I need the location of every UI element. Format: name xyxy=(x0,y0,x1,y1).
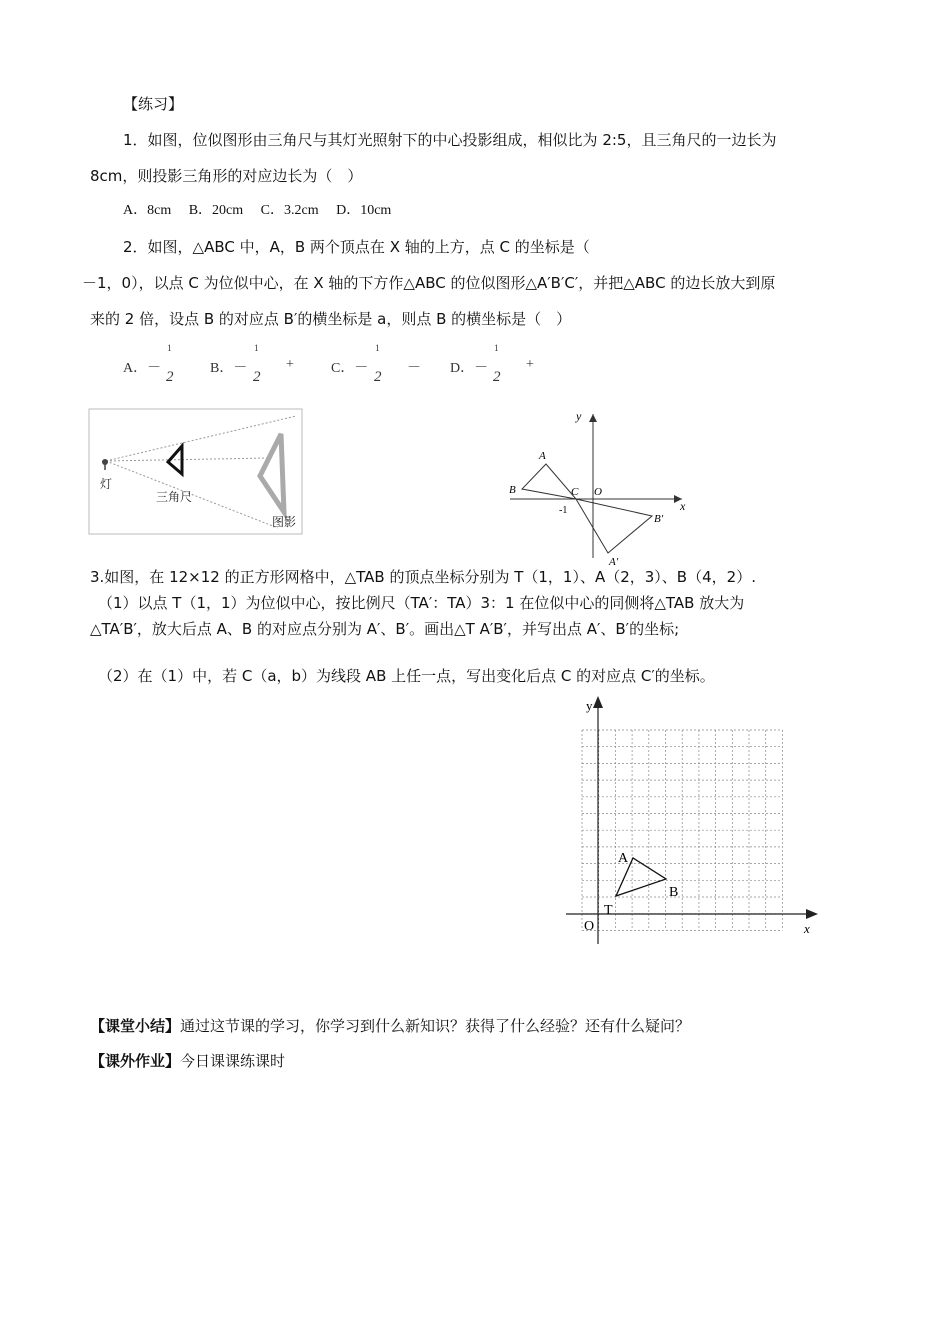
q2-line1: 2．如图，△ABC 中，A，B 两个顶点在 X 轴的上方，点 C 的坐标是（ xyxy=(123,238,590,256)
summary-label: 【课堂小结】 xyxy=(90,1017,181,1035)
label-c: C xyxy=(571,486,579,498)
grid-x-axis-arrow xyxy=(806,909,818,919)
q2-option-b-den: 2 xyxy=(253,369,261,385)
figure3-x-label: x xyxy=(804,921,810,936)
grid-label-a: A xyxy=(618,851,629,866)
q2-option-a xyxy=(123,343,174,385)
label-o: O xyxy=(594,486,602,498)
figure-projection xyxy=(88,408,304,536)
triangle-abc-prime xyxy=(576,499,652,553)
figure-grid xyxy=(560,690,830,950)
label-a: A xyxy=(539,450,546,462)
grid-label-t: T xyxy=(604,903,613,918)
label-b: B xyxy=(509,484,516,496)
grid-label-b: B xyxy=(669,885,679,900)
figure-projection-frame xyxy=(89,409,302,534)
triangle-abc xyxy=(522,464,576,499)
y-axis-arrow xyxy=(589,414,597,422)
q2-option-d-op: + xyxy=(526,357,534,372)
grid-y-axis-arrow xyxy=(593,696,603,708)
homework-text: 今日课课练课时 xyxy=(180,1052,286,1070)
q3-line3: △TA′B′，放大后点 A、B 的对应点分别为 A′、B′。画出△T A′B′，并写出点 A′、B′的坐标; xyxy=(90,620,680,638)
q3-line1: 3.如图，在 12×12 的正方形网格中，△TAB 的顶点坐标分别为 T（1，1）、A（2，3）、B（4，2）. xyxy=(90,568,756,586)
q2-option-c-num: 1 xyxy=(375,343,380,353)
q2-line2: －1，0），以点 C 为位似中心，在 X 轴的下方作△ABC 的位似图形△A′B′C′，并把△ABC 的边长放大到原 xyxy=(82,274,776,292)
homework xyxy=(90,1051,285,1071)
practice-heading: 【练习】 xyxy=(123,95,184,113)
q1-line1: 1．如图，位似图形由三角尺与其灯光照射下的中心投影组成，相似比为 2:5，且三角尺的一边长为 xyxy=(123,131,777,149)
q2-option-a-label: A．－ xyxy=(123,361,162,376)
lamp-label: 灯 xyxy=(100,477,113,491)
label-minus1: -1 xyxy=(559,505,568,516)
summary-text: 通过这节课的学习，你学习到什么新知识？获得了什么经验？还有什么疑问？ xyxy=(180,1017,691,1035)
q2-line3: 来的 2 倍，设点 B 的对应点 B′的横坐标是 a，则点 B 的横坐标是（ ） xyxy=(90,310,572,328)
q2-option-a-num: 1 xyxy=(167,343,172,353)
figure2-x-label: x xyxy=(680,499,686,513)
q2-option-b-num: 1 xyxy=(254,343,259,353)
ruler-label: 三角尺 xyxy=(156,490,193,504)
q2-option-d-label: D．－ xyxy=(450,361,489,376)
homework-label: 【课外作业】 xyxy=(90,1052,181,1070)
q1-line2: 8cm，则投影三角形的对应边长为（ ） xyxy=(90,167,363,185)
q2-option-a-den: 2 xyxy=(166,369,174,385)
q2-option-b xyxy=(210,343,294,385)
q2-option-d-den: 2 xyxy=(493,369,501,385)
q2-option-d xyxy=(450,343,534,385)
q2-option-c-den: 2 xyxy=(374,369,382,385)
grid-lines xyxy=(582,730,782,930)
q3-line4: （2）在（1）中，若 C（a，b）为线段 AB 上任一点，写出变化后点 C 的对应点 C′的坐标。 xyxy=(98,667,715,685)
q2-option-b-label: B．－ xyxy=(210,361,248,376)
label-b-prime: B′ xyxy=(654,513,664,525)
q1-options: A．8cm B．20cm C．3.2cm D．10cm xyxy=(123,203,392,218)
q2-option-d-num: 1 xyxy=(494,343,499,353)
q2-option-c-label: C．－ xyxy=(331,361,369,376)
q2-option-c xyxy=(331,343,421,385)
shadow-label: 图影 xyxy=(272,515,297,529)
grid-label-o: O xyxy=(584,919,595,934)
q2-option-c-op: － xyxy=(407,361,421,376)
summary xyxy=(90,1016,690,1036)
figure3-y-label: y xyxy=(586,698,593,713)
q2-option-b-op: + xyxy=(286,357,294,372)
figure2-y-label: y xyxy=(576,409,582,423)
label-a-prime: A′ xyxy=(609,556,619,568)
figure-similar-triangles xyxy=(500,408,700,568)
q3-line2: （1）以点 T（1，1）为位似中心，按比例尺（TA′：TA）3：1 在位似中心的同侧将△TAB 放大为 xyxy=(98,594,745,612)
